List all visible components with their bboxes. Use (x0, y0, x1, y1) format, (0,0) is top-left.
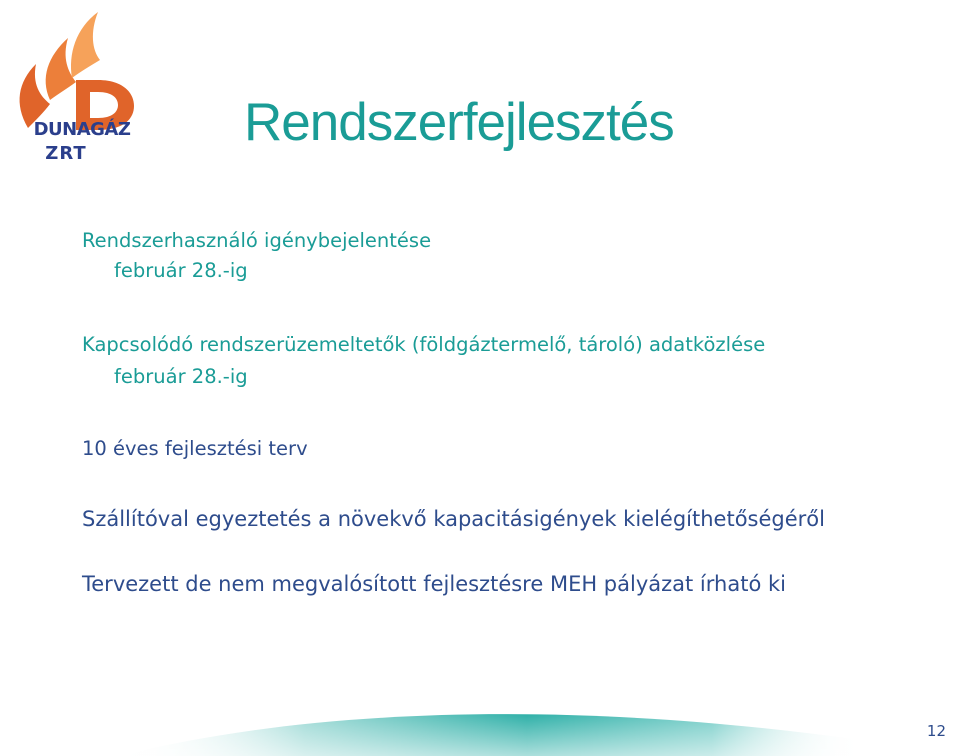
item-1-sub: február 28.-ig (114, 259, 248, 282)
item-5-text: Tervezett de nem megvalósított fejlesztésre MEH pályázat írható ki (82, 572, 786, 596)
footer-wave (0, 690, 960, 756)
logo-text-line1: DUNAGÁZ (33, 119, 131, 140)
item-1-text: Rendszerhasználó igénybejelentése (82, 229, 432, 252)
item-2-sub: február 28.-ig (114, 365, 248, 388)
item-3-text: 10 éves fejlesztési terv (82, 437, 308, 460)
logo-flame-right (71, 12, 100, 78)
page-number: 12 (926, 722, 946, 740)
item-2-text: Kapcsolódó rendszerüzemeltetők (földgáztermelő, tároló) adatközlése (82, 333, 766, 356)
item-4-text: Szállítóval egyeztetés a növekvő kapacitásigények kielégíthetőségéről (82, 507, 825, 531)
slide-title: Rendszerfejlesztés (244, 93, 674, 152)
logo-text-line2: ZRT (45, 143, 87, 164)
dunagaz-logo (10, 8, 160, 168)
